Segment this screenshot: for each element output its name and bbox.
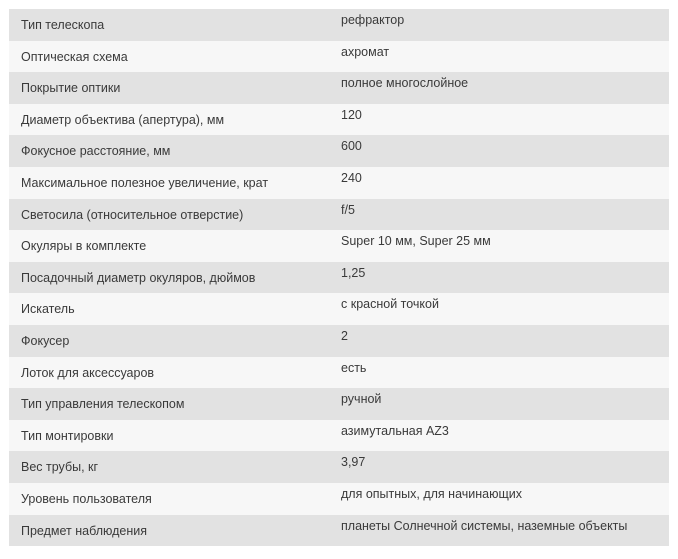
spec-value-cell: для опытных, для начинающих — [341, 486, 522, 501]
spec-value-cell: 600 — [341, 139, 362, 154]
spec-name-cell: Тип монтировки — [21, 428, 114, 443]
spec-name-cell: Тип управления телескопом — [21, 397, 185, 412]
specifications-table — [9, 9, 669, 546]
table-row — [9, 72, 669, 104]
spec-name-cell: Искатель — [21, 302, 75, 317]
spec-value-cell: ахромат — [341, 44, 390, 59]
table-row — [9, 104, 669, 136]
spec-name-cell: Окуляры в комплекте — [21, 239, 147, 254]
spec-name-cell: Светосила (относительное отверстие) — [21, 207, 244, 222]
spec-name-cell: Максимальное полезное увеличение, крат — [21, 175, 269, 190]
spec-value-cell: 2 — [341, 328, 348, 343]
table-row — [9, 420, 669, 452]
table-row — [9, 9, 669, 41]
spec-value-cell: есть — [341, 360, 367, 375]
spec-value-cell: 120 — [341, 107, 362, 122]
table-row — [9, 135, 669, 167]
specifications-table-body — [9, 9, 669, 546]
spec-name-cell: Вес трубы, кг — [21, 460, 99, 475]
table-row — [9, 483, 669, 515]
spec-value-cell: с красной точкой — [341, 297, 439, 312]
spec-name-cell: Фокусное расстояние, мм — [21, 144, 171, 159]
spec-name-cell: Уровень пользователя — [21, 491, 152, 506]
spec-name-cell: Оптическая схема — [21, 49, 128, 64]
spec-name-cell: Предмет наблюдения — [21, 523, 147, 538]
table-row — [9, 325, 669, 357]
spec-value-cell: f/5 — [341, 202, 355, 217]
spec-value-cell: Super 10 мм, Super 25 мм — [341, 234, 491, 249]
spec-value-cell: полное многослойное — [341, 76, 469, 91]
spec-value-cell: азимутальная AZ3 — [341, 423, 449, 438]
table-row — [9, 167, 669, 199]
spec-name-cell: Покрытие оптики — [21, 81, 121, 96]
table-row — [9, 262, 669, 294]
spec-name-cell: Тип телескопа — [21, 18, 105, 32]
table-row — [9, 293, 669, 325]
spec-name-cell: Фокусер — [21, 333, 70, 348]
spec-value-cell: рефрактор — [341, 13, 405, 27]
table-row — [9, 199, 669, 231]
spec-name-cell: Лоток для аксессуаров — [21, 365, 155, 380]
spec-value-cell: 240 — [341, 170, 362, 185]
spec-value-cell: планеты Солнечной системы, наземные объекты — [341, 518, 628, 533]
table-row — [9, 41, 669, 73]
table-row — [9, 388, 669, 420]
spec-value-cell: 1,25 — [341, 265, 366, 280]
spec-value-cell: ручной — [341, 392, 382, 407]
table-row — [9, 515, 669, 547]
spec-name-cell: Посадочный диаметр окуляров, дюймов — [21, 270, 256, 285]
spec-value-cell: 3,97 — [341, 455, 366, 470]
table-row — [9, 357, 669, 389]
table-row — [9, 230, 669, 262]
table-row — [9, 451, 669, 483]
spec-name-cell: Диаметр объектива (апертура), мм — [21, 112, 225, 127]
